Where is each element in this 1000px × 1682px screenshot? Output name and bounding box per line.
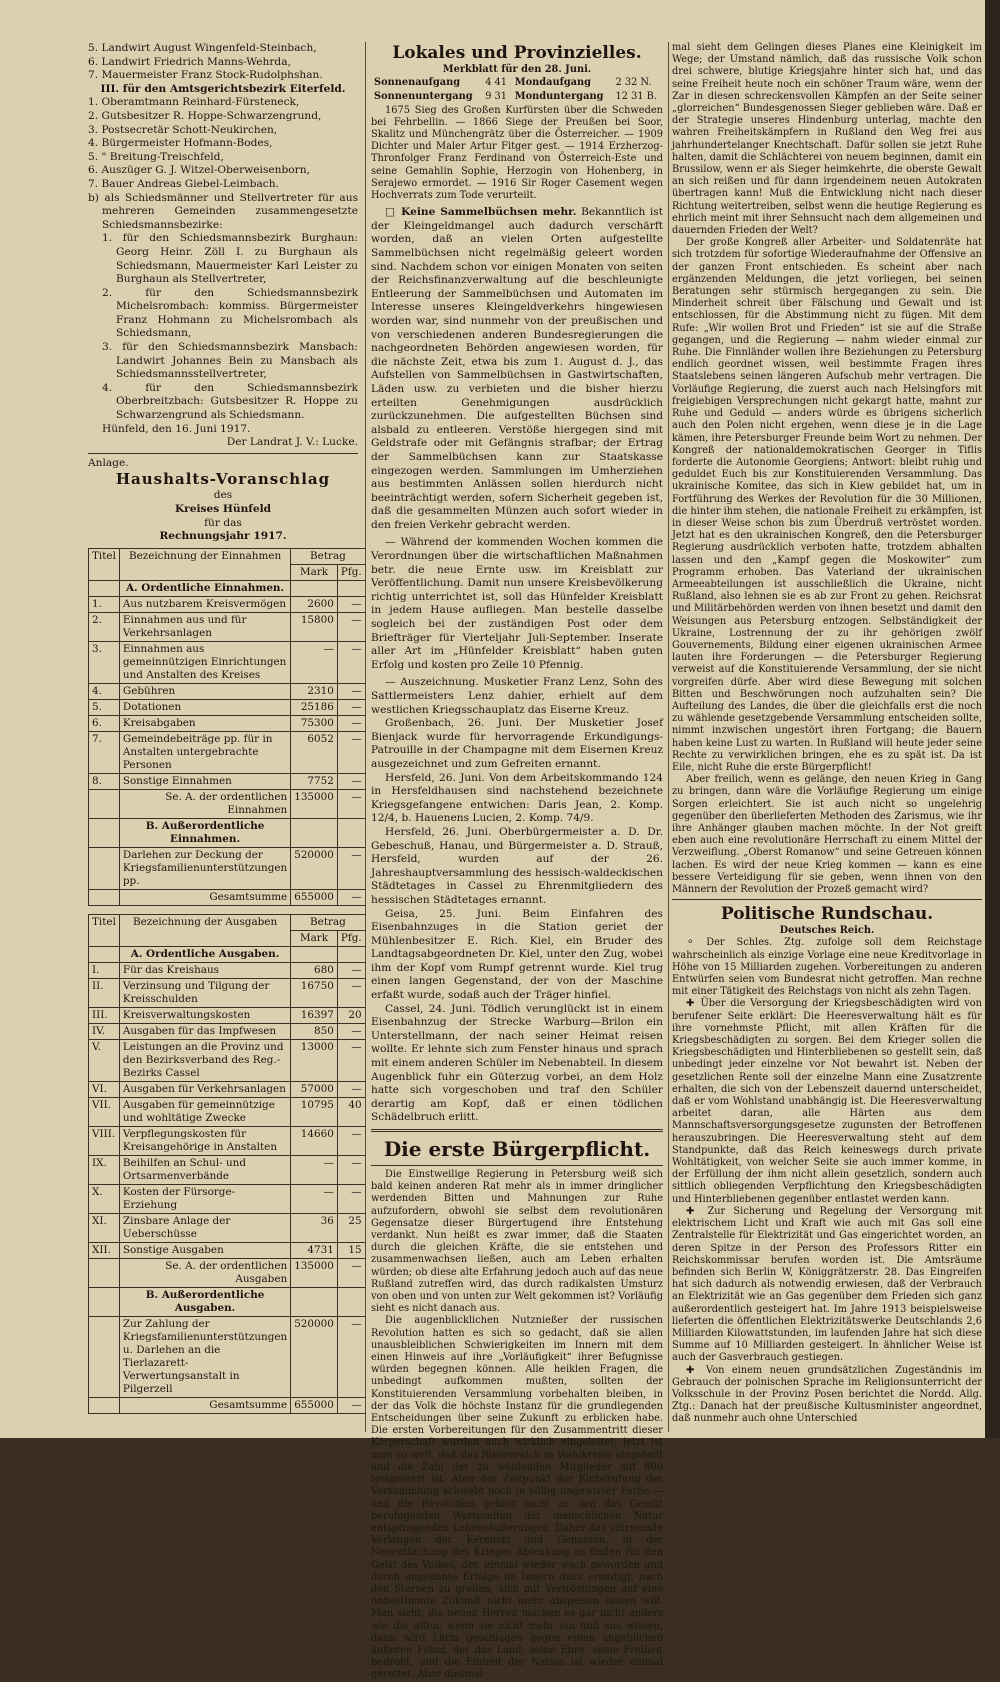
einnahmen-table (88, 548, 366, 906)
table-row: Darlehen zur Deckung der Kriegsfamilienunterstützungen pp. 520000 — (89, 847, 366, 889)
budget-kreis: Kreises Hünfeld (174, 503, 272, 515)
table-row: 6. Kreisabgaben 75300 — (89, 715, 366, 731)
article-text: mal sieht dem Gelingen dieses Planes eine Kleinigkeit im Wege; der Umstand nämlich, daß das russische Volk schon drei schwere, blutige Kriegsjahre hinter sich hat, und das seine Freiheit heute noch ein schöner Traum wäre, wenn der Zar in diesen schreckensvollen Kämpfen an der Seite seiner „glorreichen“ Bundesgenossen Sieger geblieben wäre. Daß er der Strategie unseres Hindenburg unterlag, machte den wahren Freiheitskämpfern in Rußland den Weg frei aus jahrhundertelanger Knechtschaft. Dafür sollen sie jetzt Ruhe halten, damit die Schlächterei von neuem beginnen, damit ein Brussilow, wenn er als Sieger heimkehrte, die oberste Gewalt an sich reißen und für dann irgendeinem neuen Autokraten übertragen kann! Muß die Entwicklung nicht nach dieser Richtung weitertreiben, selbst wenn die heutige Regierung es ehrlich meint mit ihrer Sehnsucht nach dem allgemeinen und dauernden Frieden der Welt? (672, 42, 982, 237)
table-row: II. Verzinsung und Tilgung der Kreisschulden 16750 — (89, 978, 366, 1007)
list-item: 4. Bürgermeister Hofmann-Bodes, (88, 137, 273, 150)
list-item: 4. für den Schiedsmannsbezirk Oberbreitzbach: Gutsbesitzer R. Hoppe zu Schwarzengrund als Schiedsmann. (102, 381, 358, 422)
section-heading: B. Außerordentliche Einnahmen. (119, 818, 290, 847)
column-rule (365, 42, 366, 1432)
col-mark: Mark (291, 564, 338, 580)
table-row: 3. Einnahmen aus gemeinnützigen Einrichtungen und Anstalten des Kreises — — (89, 641, 366, 683)
article-text: Die Einstweilige Regierung in Petersburg weiß sich bald keinen anderen Rat mehr als in immer dringlicher werdenden Bitten und Mahnungen zur Ruhe aufzufordern, obwohl sie selbst dem revolutionären Gegensatze dieser Bürgertugend ihre Entstehung verdankt. Nun heißt es zwar immer, daß die Staaten durch die gleichen Kräfte, die sie entstehen und zusammenwachsen ließen, auch am Leben erhalten würden; ob diese alte Erfahrung jedoch auch auf das neue Rußland zutreffen wird, das durch radikalsten Umsturz von oben und von unten zur Welt gekommen ist? Vorläufig sieht es nicht danach aus. (371, 1169, 663, 1315)
article-text: Hersfeld, 26. Juni. Von dem Arbeitskommando 124 in Hersfeldhausen sind nachstehend bezeichnete Kriegsgefangene entwichen: Daris Jean, 2. Komp. 12/4, b. Hauenens Lucien, 2. Komp. 74/9. (371, 771, 663, 825)
subheading: Deutsches Reich. (779, 925, 875, 937)
article-text: — Auszeichnung. Musketier Franz Lenz, Sohn des Sattlermeisters Lenz dahier, erhielt auf dem westlichen Kriegsschauplatz das Eiserne Kreuz. (371, 676, 663, 716)
table-row: X. Kosten der Fürsorge-Erziehung — — (89, 1184, 366, 1213)
article-text: — Während der kommenden Wochen kommen die Verordnungen über die wirtschaftlichen Maßnahmen betr. die neue Ernte usw. im Kreisblatt zur Veröffentlichung. Damit nun unsere Kreisbevölkerung richtig unterrichtet ist, soll das Hünfelder Kreisblatt in jedem Hause aufliegen. Man bestelle dasselbe sogleich bei der zuständigen Post oder dem Briefträger für Vierteljahr Juli-September. Inserate aller Art im „Hünfelder Kreisblatt“ haben guten Erfolg und kosten pro Zeile 10 Pfennig. (371, 536, 663, 671)
budget-des: des (213, 489, 233, 502)
section-heading: B. Außerordentliche Ausgaben. (119, 1287, 290, 1316)
table-row: 1. Aus nutzbarem Kreisvermögen 2600 — (89, 596, 366, 612)
list-item: 3. für den Schiedsmannsbezirk Mansbach: Landwirt Johannes Bein zu Mansbach als Schiedsmannsstellvertreter, (102, 341, 358, 381)
divider (371, 1129, 663, 1132)
sun-moon-table: Sonnenaufgang 4 41 Mondaufgang 2 32 N. Sonnenuntergang 9 31 Monduntergang 12 31 B. (374, 77, 657, 103)
col-betrag: Betrag (291, 914, 365, 930)
table-row: IV. Ausgaben für das Impfwesen 850 — (89, 1023, 366, 1039)
budget-year: Rechnungsjahr 1917. (159, 530, 287, 543)
table-row: Zur Zahlung der Kriegsfamilienunterstützungen u. Darlehen an die Tierlazarett-Verwertungsanstalt in Pilgerzell 520000 — (89, 1316, 366, 1397)
column-middle (371, 42, 663, 1682)
col-pfg: Pfg. (337, 564, 365, 580)
table-row: 4. Gebühren 2310 — (89, 683, 366, 699)
table-row: 8. Sonstige Einnahmen 7752 — (89, 773, 366, 789)
article-text: ⚬ Der Schles. Ztg. zufolge soll dem Reichstage wahrscheinlich als einzige Vorlage eine neue Kreditvorlage in Höhe von 15 Milliarden zugehen. Vorbereitungen zu anderen Entwürfen seien vom Bundesrat nicht getroffen. Man rechne mit einer Tätigkeit des Reichstags von nicht als zehn Tagen. (672, 937, 982, 998)
list-item: 1. für den Schiedsmannsbezirk Burghaun: Georg Heinr. Zöll I. zu Burghaun als Schiedsmann, Mauermeister Karl Leister zu Burghaun als Stellvertreter, (102, 232, 358, 286)
col-bezeichnung: Bezeichnung der Einnahmen (119, 548, 290, 580)
col-titel: Titel (89, 548, 120, 580)
divider (88, 453, 358, 454)
list-item: 2. für den Schiedsmannsbezirk Michelsrombach: kommiss. Bürgermeister Franz Hohmann zu Michelsrombach als Schiedsmann, (102, 286, 358, 340)
table-row: VII. Ausgaben für gemeinnützige und wohltätige Zwecke 10795 40 (89, 1097, 366, 1126)
article-text: Großenbach, 26. Juni. Der Musketier Josef Bienjack wurde für hervorragende Erkundigungs-Patrouille in der Champagne mit dem Eisernen Kreuz ausgezeichnet und zum Gefreiten ernannt. (371, 717, 663, 770)
section-heading-local: Lokales und Provinzielles. (392, 43, 642, 63)
date-line: Hünfeld, den 16. Juni 1917. (102, 422, 251, 435)
divider (371, 1165, 663, 1166)
list-item: 5. " Breitung-Treischfeld, (88, 150, 224, 163)
article-title: □ Keine Sammelbüchsen mehr. (385, 206, 577, 219)
list-item: 6. Landwirt Friedrich Manns-Wehrda, (88, 55, 291, 68)
table-row: Se. A. der ordentlichen Ausgaben 135000 — (89, 1258, 366, 1287)
list-item: 7. Mauermeister Franz Stock-Rudolphshan. (88, 69, 323, 82)
article-text: Bekanntlich ist der Kleingeldmangel auch dadurch verschärft worden, daß an vielen Orten aufgestellte Sammelbüchsen nicht regelmäßig geleert worden sind. Nachdem schon vor einigen Monaten von seiten der Reichsfinanzverwaltung auf die beschleunigte Entleerung der Sammelbüchsen und Automaten im Interesse unseres Kleingeldverkehrs hingewiesen worden war, sind nunmehr von der preußischen und von verschiedenen anderen Bundesregierungen die nachgeordneten Behörden angewiesen worden, für die nächste Zeit, etwa bis zum 1. August d. J., das Aufstellen von Sammelbüchsen in Gastwirtschaften, Läden usw. zu verbieten und die bisher hierzu erteilten Genehmigungen ausdrücklich zurückzunehmen. Die aufgestellten Büchsen sind alsbald zu entleeren. Verstöße hiergegen sind mit Geldstrafe oder mit Gefängnis strafbar; der Ertrag der Sammelbüchsen kann zur Staatskasse eingezogen werden. Sammlungen im Umherziehen aus bestimmten Anlässen sollen hierdurch nicht beeinträchtigt werden, sofern Sicherheit gegeben ist, daß die gesammelten Münzen auch sofort wieder in den freien Verkehr gebracht werden. (371, 206, 663, 531)
list-item: 7. Bauer Andreas Giebel-Leimbach. (88, 177, 279, 190)
table-row: Gesamtsumme 655000 — (89, 1397, 366, 1413)
article-text: Hersfeld, 26. Juni. Oberbürgermeister a. D. Dr. Gebeschuß, Hanau, und Bürgermeister a. D. Strauß, Hersfeld, wurden auf der 26. Jahreshauptversammlung des hessisch-waldeckischen Städtetages in Cassel zu Ehrenmitgliedern des hessischen Städtetages ernannt. (371, 825, 663, 906)
table-row: XI. Zinsbare Anlage der Ueberschüsse 36 25 (89, 1213, 366, 1242)
table-row: V. Leistungen an die Provinz und den Bezirksverband des Reg.-Bezirks Cassel 13000 — (89, 1039, 366, 1081)
budget-fuer: für das (204, 516, 242, 529)
column-right (672, 42, 982, 1426)
table-row: 7. Gemeindebeiträge pp. für in Anstalten untergebrachte Personen 6052 — (89, 731, 366, 773)
ausgaben-table (88, 914, 366, 1414)
page-edge (985, 0, 1000, 1438)
table-row: I. Für das Kreishaus 680 — (89, 962, 366, 978)
table-row: IX. Beihilfen an Schul- und Ortsarmenverbände — — (89, 1155, 366, 1184)
article-text: Cassel, 24. Juni. Tödlich verunglückt ist in einem Eisenbahnzug der Strecke Warburg—Brilon ein Unterstellmann, der nach seiner Heimat reisen wollte. Er lehnte sich zum Fenster hinaus und sprach mit einem anderen Schüler im Nebenabteil. In diesem Augenblick fuhr ein Güterzug vorbei, an dem Holz hatte sich vorgeschoben und traf den Schüler derartig am Kopf, daß er einen tödlichen Schädelbruch erlitt. (371, 1002, 663, 1124)
col-bezeichnung: Bezeichnung der Ausgaben (119, 914, 290, 946)
article-heading: Die erste Bürgerpflicht. (383, 1137, 651, 1162)
article-text: Die augenblicklichen Nutznießer der russischen Revolution hatten es sich so gedacht, daß sie allen unausbleiblichen Schwierigkeiten im Innern mit dem einen Hinweis auf ihre „Vorläufigkeit“ ihrer Befugnisse würden begegnen können. Alle heiklen Fragen, die unbedingt aufkommen mußten, sollten der Konstituierenden Versammlung vorbehalten bleiben, in der das Volk die höchste Instanz für die grundlegenden Entscheidungen über seine Zukunft zu erblicken habe. Die ersten Vorbereitungen für den Zusammentritt dieser Körperschaft wurden auch wirklich eingeleitet; jetzt ist man so weit, daß das Riesenreich in Wahlkreise eingeteilt und die Zahl der zu wählenden Mitglieder auf 800 festgesetzt ist. Aber der Zeitpunkt der Einberufung der Versammlung schwebt noch in völlig ungewisser Ferne — und die Revolution gehört nicht zu den das Gemüt beruhigenden Wartezeiten der menschlichen Natur entspringenden Lebensäußerungen. Daher das stürmende Verlangen der Kerenski und Genossen, in der Neuentfachung des Krieges Ablenkung zu finden für den Geist des Volkes, der, einmal wieder wach geworden und durch ungeahnte Erfolge im Innern dazu ermutigt, nach den Sternen zu greifen, sich mit Vertröstungen auf eine unbestimmte Zukunft nicht mehr abspeisen lassen will. Man sieht, die neuen Herren machen es gar nicht anders wie die alten: wenn sie nicht mehr ein und aus wissen, dann wird Lärm geschlagen gegen einen angeblichen äußeren Feind, der das Land, seine Ehre, seine Freiheit bedroht, und die Einheit der Nation ist wieder einmal gerettet. Aber diesmal (371, 1315, 663, 1681)
col-pfg: Pfg. (337, 930, 365, 946)
divider (672, 899, 982, 900)
list-top (88, 42, 358, 83)
article-text: Aber freilich, wenn es gelänge, den neuen Krieg in Gang zu bringen, dann wäre die Vorläufige Regierung um einige Sorgen erleichtert. Sie ist auch nicht so ungelehrig gegenüber den überlieferten Methoden des Zarismus, wie ihr ihre Anhänger glauben machen möchte. In der Not greift eben auch eine revolutionäre Herrschaft zu einem Mittel der Verzweiflung. „Oberst Romanow“ und seine Getreuen können lachen. Es wird der neue Krieg kommen — kann es eine bessere Verteidigung für sie geben, wenn ihnen von den Männern der Revolution der Prozeß gemacht wird? (672, 774, 982, 896)
b-intro: b) als Schiedsmänner und Stellvertreter für aus mehreren Gemeinden zusammengesetzte Schiedsmannsbezirke: (88, 191, 358, 231)
anlage-label: Anlage. (88, 456, 129, 469)
table-row: VIII. Verpflegungskosten für Kreisangehörige in Anstalten 14660 — (89, 1126, 366, 1155)
article-text: Geisa, 25. Juni. Beim Einfahren des Eisenbahnzuges in die Station geriet der Mühlenbesitzer E. Rich. Kiel, ein Bruder des Landtagsabgeordneten Dr. Kiel, unter den Zug, wobei ihm der Kopf vom Rumpf getrennt wurde. Kiel trug einen langen Gegenstand, der von der Maschine erfaßt wurde, sodaß auch der Träger hinfiel. (371, 907, 663, 1002)
col-titel: Titel (89, 914, 120, 946)
table-row: XII. Sonstige Ausgaben 4731 15 (89, 1242, 366, 1258)
table-row: Gesamtsumme 655000 — (89, 889, 366, 905)
col-mark: Mark (291, 930, 338, 946)
list-item: 3. Postsecretär Schott-Neukirchen, (88, 123, 278, 136)
section-heading: A. Ordentliche Ausgaben. (119, 946, 290, 962)
merkblatt: Merkblatt für den 28. Juni. (442, 64, 592, 75)
list-item: 2. Gutsbesitzer R. Hoppe-Schwarzengrund, (88, 109, 322, 122)
col-betrag: Betrag (291, 548, 365, 564)
article-text: ✚ Zur Sicherung und Regelung der Versorgung mit elektrischem Licht und Kraft wie auch mit Gas soll eine Zentralstelle für Elektrizität und Gas eingerichtet worden, an deren Spitze in der Person des Professors Ritter ein Reichskommissar berufen worden ist. Die Amtsräume befinden sich Berlin W, Königgrätzerstr. 28. Das Eingreifen hat sich dadurch als notwendig erwiesen, daß der Verbrauch an Elektrizität wie an Gas gegenüber dem Frieden sich ganz außerordentlich gesteigert hat. Im Jahre 1913 beispielsweise lieferten die öffentlichen Elektrizitätswerke Deutschlands 2,6 Milliarden Kilowattstunden, im laufenden Jahre hat sich diese Summe auf 10 Milliarden gesteigert. In ähnlicher Weise ist auch der Gasverbrauch gestiegen. (672, 1205, 982, 1364)
article-text: Der große Kongreß aller Arbeiter- und Soldatenräte hat sich trotzdem für sofortige Wiederaufnahme der Offensive an der ganzen Front entschieden. Es scheint aber nach ergänzenden Meldungen, die jetzt vorliegen, bei seinen Beratungen sehr stürmisch hergegangen zu sein. Die Minderheit schreit über Fälschung und Gewalt und ist entschlossen, für die Abstimmung nicht zu fügen. Mit dem Rufe: „Wir wollen Brot und Frieden“ ist sie auf die Straße gegangen, und die Regierung — nahm wieder einmal zur Ruhe. Die Finnländer wollen ihre Beziehungen zu Petersburg endlich geordnet wissen, weil bestimmte Fragen ihres Staatslebens seinen längeren Aufschub mehr vertragen. Die Vorläufige Regierung, die zuerst auch nach Helsingfors mit freigiebigen Versprechungen nicht gekargt hatte, mahnt zur Ruhe und Geduld — anders würde es übrigens sicherlich auch den Polen nicht ergehen, wenn diese je in die Lage kämen, ihre Petersburger Freunde beim Wort zu nehmen. Der Kongreß der nationaldemokratischen Georger in Tiflis forderte die Autonomie Georgiens; Antwort: bleibt ruhig und geduldet Euch bis zur Konstituierenden Versammlung. Das ukrainische Komitee, das sich in Kiew gebildet hat, um in Fortführung des Werkes der Revolution für die 30 Millionen, die hinter ihm stehen, die nationale Freiheit zu erkämpfen, ist in dieser Weise schon bis zum Überdruß vertröstet worden. Jetzt hat es den ukrainischen Kongreß, den die Petersburger Regierung ausdrücklich verboten hatte, trotzdem abhalten lassen und den „Kampf gegen die Moskowiter“ zum Programm erhoben. Das Vaterland der ukrainischen Armeeabteilungen ist ausschließlich die Ukraine, nicht Rußland, also lehnen sie es ab zur Front zu gehen. Reichsrat und Militärbehörden werden von ihnen besetzt und damit den Weisungen aus Petersburg entzogen. Selbständigkeit der Ukraine, Lostrennung der zu ihr gehörigen zwölf Gouvernements, Bildung einer eigenen ukrainischen Armee lauten ihre Forderungen — die Petersburger Regierung verweist auf die Konstituierende Versammlung, der sie nicht vorgreifen dürfe. Aber wird diese Bewegung mit solchen Bitten und Beschwörungen noch aufzuhalten sein? Die Aufteilung des Landes, die über die gleichfalls erst die noch zu wählende gesetzgebende Versammlung entscheiden sollte, nimmt inzwischen ungestört ihren Fortgang; die Bauern haben keine Lust zu warten. In Rußland will heute jeder seine Rechte zu verwirklichen bringen, ehe es zu spät ist. Da ist Eile, nicht Ruhe die erste Bürgerpflicht! (672, 237, 982, 773)
budget-title: Haushalts-Voranschlag (115, 470, 331, 489)
article-text: ✚ Von einem neuen grundsätzlichen Zugeständnis im Gebrauch der polnischen Sprache im Religionsunterricht der Volksschule in der Provinz Posen berichtet die Nordd. Allg. Ztg.: Danach hat der preußische Kultusminister angeordnet, daß nunmehr auch ohne Unterschied (672, 1364, 982, 1425)
table-row: 2. Einnahmen aus und für Verkehrsanlagen 15800 — (89, 612, 366, 641)
table-row: III. Kreisverwaltungskosten 16397 20 (89, 1007, 366, 1023)
signature: Der Landrat J. V.: Lucke. (226, 436, 358, 449)
history-note: 1675 Sieg des Großen Kurfürsten über die Schweden bei Fehrbellin. — 1866 Siege der Preußen bei Soor, Skalitz und Münchengrätz über die Österreicher. — 1909 Dichter und Maler Artur Fitger gest. — 1914 Erzherzog-Thronfolger Franz Ferdinand von Österreich-Este und seine Gemahlin Sophie, Herzogin von Hohenberg, in Serajewo ermordet. — 1916 Sir Roger Casement wegen Hochverrats zum Tode verurteilt. (371, 104, 663, 202)
eiterfeld-list (88, 96, 358, 191)
table-row: VI. Ausgaben für Verkehrsanlagen 57000 — (89, 1081, 366, 1097)
column-rule (668, 42, 669, 1432)
list-item: 6. Auszüger G. J. Witzel-Oberweisenborn, (88, 164, 310, 177)
eiterfeld-heading: III. für den Amtsgerichtsbezirk Eiterfeld. (100, 82, 346, 95)
list-item: 5. Landwirt August Wingenfeld-Steinbach, (88, 42, 317, 54)
column-left (88, 42, 362, 1414)
table-row: 5. Dotationen 25186 — (89, 699, 366, 715)
list-item: 1. Oberamtmann Reinhard-Fürsteneck, (88, 96, 300, 109)
article-text: ✚ Über die Versorgung der Kriegsbeschädigten wird von berufener Seite erklärt: Die Heeresverwaltung hält es für ihre vornehmste Pflicht, mit allen Kräften für die Kriegsbeschädigten zu sorgen. Bei dem Krieger sollen die Kriegsbeschädigten und Hinterbliebenen so gestellt sein, daß unbedingt jeder einzelne vor Not bewahrt ist. Neben der gesetzlichen Rente soll der einzelne Mann eine Zusatzrente erhalten, die sich von der Lebenszeit dauernd unterscheidet, daß er vom Wohlstand unabhängig ist. Die Heeresverwaltung arbeitet daran, alle Härten aus dem Mannschaftsversorgungsgesetze zugunsten der Betroffenen herauszubringen. Die Heeresverwaltung steht auf dem Standpunkte, daß das Reich keineswegs durch private Wohltätigkeit, von welcher Seite sie auch immer komme, in der Erfüllung der ihm nicht allein gesetzlich, sondern auch sittlich obliegenden Verpflichtung den Kriegsbeschädigten und Hinterbliebenen gegenüber entlastet werden kann. (672, 998, 982, 1205)
section-heading: A. Ordentliche Einnahmen. (119, 580, 290, 596)
section-heading-politics: Politische Rundschau. (720, 904, 934, 925)
table-row: Se. A. der ordentlichen Einnahmen 135000 — (89, 789, 366, 818)
